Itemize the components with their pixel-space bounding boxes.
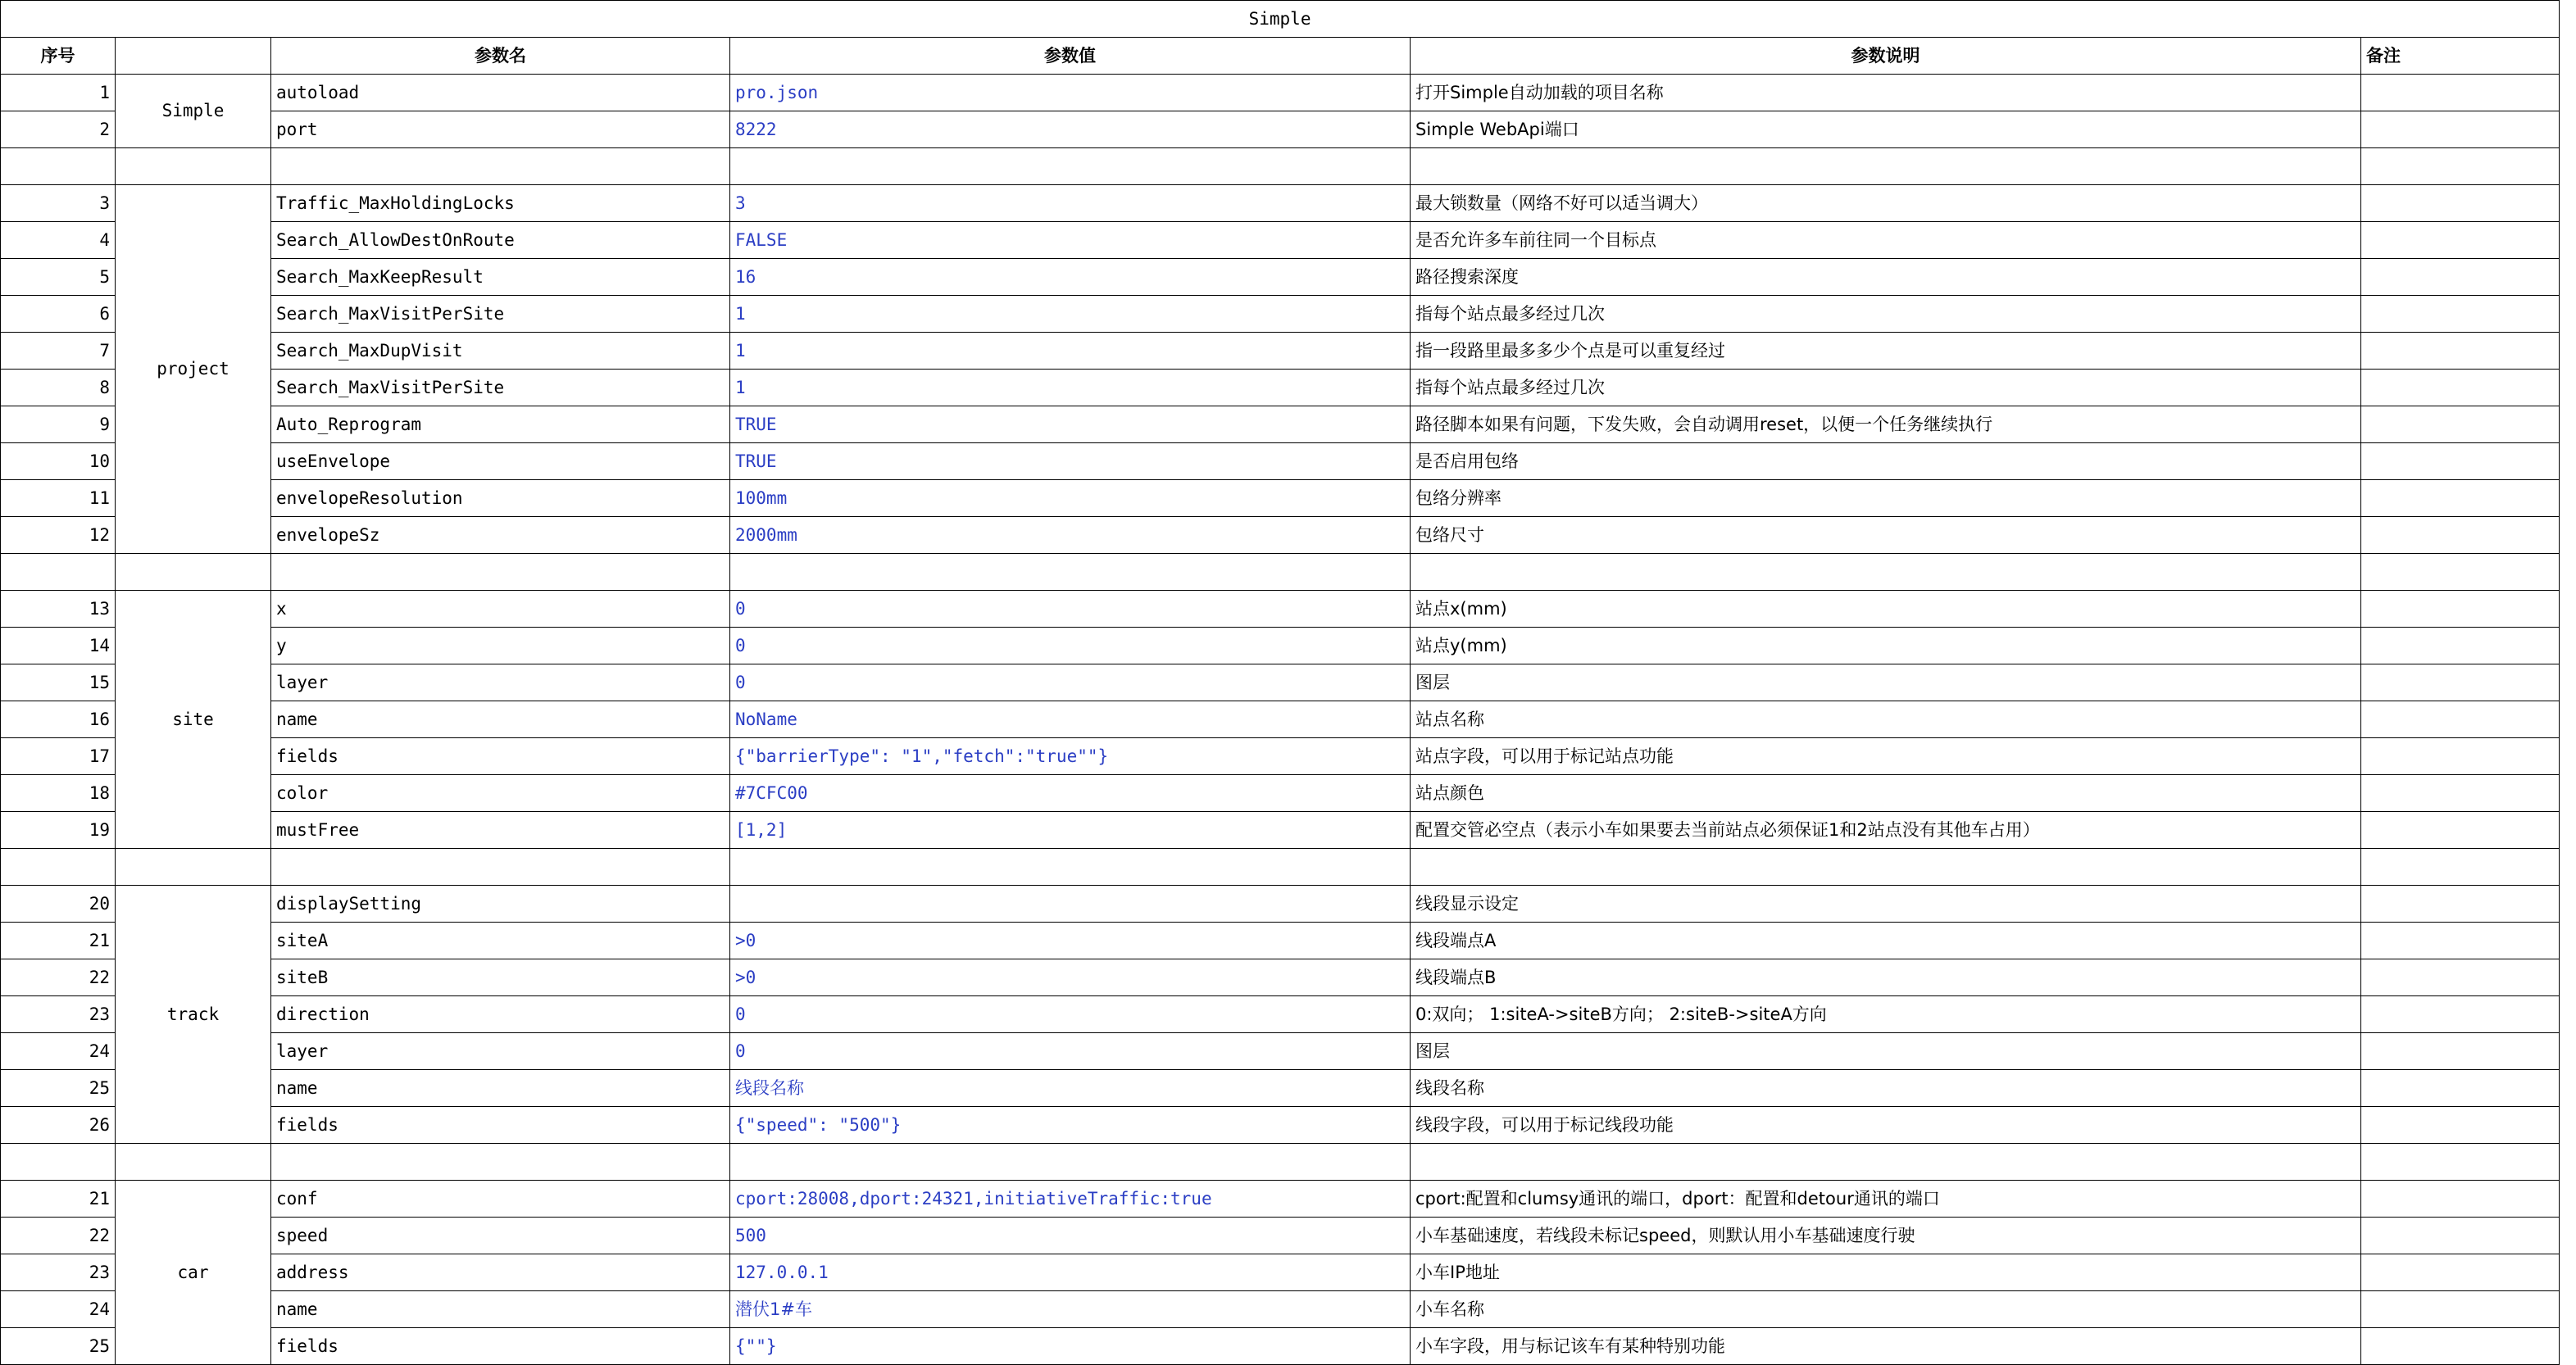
param-name: port bbox=[271, 111, 730, 148]
param-desc: 包络分辨率 bbox=[1411, 480, 2361, 517]
param-name: address bbox=[271, 1254, 730, 1291]
param-value: {""} bbox=[730, 1328, 1411, 1365]
param-value: 8222 bbox=[730, 111, 1411, 148]
param-desc: 小车基础速度，若线段未标记speed，则默认用小车基础速度行驶 bbox=[1411, 1218, 2361, 1254]
spacer-cell bbox=[2361, 849, 2560, 886]
table-row bbox=[1, 1218, 2560, 1254]
table-row bbox=[1, 75, 2560, 111]
param-desc: 小车IP地址 bbox=[1411, 1254, 2361, 1291]
spacer-cell bbox=[730, 1144, 1411, 1181]
param-desc: 小车字段，用与标记该车有某种特别功能 bbox=[1411, 1328, 2361, 1365]
param-name: envelopeSz bbox=[271, 517, 730, 554]
row-index: 7 bbox=[1, 333, 116, 370]
spacer-cell bbox=[1, 849, 116, 886]
table-row bbox=[1, 628, 2560, 664]
table-row bbox=[1, 1181, 2560, 1218]
param-name: name bbox=[271, 701, 730, 738]
row-index: 24 bbox=[1, 1291, 116, 1328]
row-index: 4 bbox=[1, 222, 116, 259]
row-index: 26 bbox=[1, 1107, 116, 1144]
param-value: 1 bbox=[730, 333, 1411, 370]
param-value: {"speed": "500"} bbox=[730, 1107, 1411, 1144]
param-value: 0 bbox=[730, 664, 1411, 701]
param-desc: 站点名称 bbox=[1411, 701, 2361, 738]
table-header-row bbox=[1, 38, 2560, 75]
param-value: 16 bbox=[730, 259, 1411, 296]
header-group bbox=[116, 38, 271, 75]
table-row bbox=[1, 370, 2560, 406]
param-value: FALSE bbox=[730, 222, 1411, 259]
spacer-cell bbox=[1411, 148, 2361, 185]
param-remark bbox=[2361, 775, 2560, 812]
param-name: autoload bbox=[271, 75, 730, 111]
row-index: 15 bbox=[1, 664, 116, 701]
param-name: envelopeResolution bbox=[271, 480, 730, 517]
spacer-cell bbox=[2361, 554, 2560, 591]
param-remark bbox=[2361, 996, 2560, 1033]
param-name: y bbox=[271, 628, 730, 664]
param-value: >0 bbox=[730, 959, 1411, 996]
param-name: speed bbox=[271, 1218, 730, 1254]
param-name: layer bbox=[271, 1033, 730, 1070]
param-remark bbox=[2361, 591, 2560, 628]
table-row bbox=[1, 959, 2560, 996]
param-desc: 路径搜索深度 bbox=[1411, 259, 2361, 296]
table-row bbox=[1, 886, 2560, 923]
param-value: [1,2] bbox=[730, 812, 1411, 849]
header-param-desc: 参数说明 bbox=[1411, 38, 2361, 75]
table-row bbox=[1, 664, 2560, 701]
param-desc: 线段显示设定 bbox=[1411, 886, 2361, 923]
param-value: #7CFC00 bbox=[730, 775, 1411, 812]
param-remark bbox=[2361, 517, 2560, 554]
param-desc: 线段字段，可以用于标记线段功能 bbox=[1411, 1107, 2361, 1144]
table-row bbox=[1, 1328, 2560, 1365]
param-name: siteA bbox=[271, 923, 730, 959]
param-desc: 包络尺寸 bbox=[1411, 517, 2361, 554]
group-label-track: track bbox=[116, 886, 271, 1144]
param-remark bbox=[2361, 333, 2560, 370]
group-label-site: site bbox=[116, 591, 271, 849]
param-remark bbox=[2361, 111, 2560, 148]
param-desc: 配置交管必空点（表示小车如果要去当前站点必须保证1和2站点没有其他车占用） bbox=[1411, 812, 2361, 849]
table-row bbox=[1, 701, 2560, 738]
spacer-row bbox=[1, 554, 2560, 591]
group-label-project: project bbox=[116, 185, 271, 554]
param-desc: 图层 bbox=[1411, 664, 2361, 701]
spacer-cell bbox=[1, 554, 116, 591]
param-remark bbox=[2361, 1033, 2560, 1070]
param-name: direction bbox=[271, 996, 730, 1033]
param-remark bbox=[2361, 959, 2560, 996]
row-index: 20 bbox=[1, 886, 116, 923]
param-desc: 站点y(mm) bbox=[1411, 628, 2361, 664]
param-desc: 站点字段，可以用于标记站点功能 bbox=[1411, 738, 2361, 775]
param-remark bbox=[2361, 259, 2560, 296]
row-index: 18 bbox=[1, 775, 116, 812]
param-value: 1 bbox=[730, 296, 1411, 333]
row-index: 14 bbox=[1, 628, 116, 664]
param-name: name bbox=[271, 1070, 730, 1107]
param-name: useEnvelope bbox=[271, 443, 730, 480]
param-desc: 线段端点B bbox=[1411, 959, 2361, 996]
param-name: Search_MaxDupVisit bbox=[271, 333, 730, 370]
param-remark bbox=[2361, 370, 2560, 406]
row-index: 16 bbox=[1, 701, 116, 738]
row-index: 22 bbox=[1, 959, 116, 996]
param-desc: 指每个站点最多经过几次 bbox=[1411, 296, 2361, 333]
param-remark bbox=[2361, 185, 2560, 222]
row-index: 25 bbox=[1, 1070, 116, 1107]
param-desc: 是否启用包络 bbox=[1411, 443, 2361, 480]
param-value: TRUE bbox=[730, 443, 1411, 480]
table-row bbox=[1, 591, 2560, 628]
spacer-cell bbox=[116, 148, 271, 185]
param-value: 127.0.0.1 bbox=[730, 1254, 1411, 1291]
row-index: 6 bbox=[1, 296, 116, 333]
row-index: 5 bbox=[1, 259, 116, 296]
param-desc: 打开Simple自动加载的项目名称 bbox=[1411, 75, 2361, 111]
param-desc: Simple WebApi端口 bbox=[1411, 111, 2361, 148]
spacer-cell bbox=[116, 554, 271, 591]
table-row bbox=[1, 222, 2560, 259]
row-index: 12 bbox=[1, 517, 116, 554]
row-index: 2 bbox=[1, 111, 116, 148]
param-remark bbox=[2361, 664, 2560, 701]
table-row bbox=[1, 1107, 2560, 1144]
param-value bbox=[730, 886, 1411, 923]
spacer-row bbox=[1, 1144, 2560, 1181]
param-desc: 图层 bbox=[1411, 1033, 2361, 1070]
param-value: 潜伏1#车 bbox=[730, 1291, 1411, 1328]
row-index: 13 bbox=[1, 591, 116, 628]
param-remark bbox=[2361, 75, 2560, 111]
spacer-cell bbox=[271, 849, 730, 886]
table-row bbox=[1, 775, 2560, 812]
row-index: 24 bbox=[1, 1033, 116, 1070]
param-name: Search_MaxVisitPerSite bbox=[271, 370, 730, 406]
spacer-cell bbox=[1, 148, 116, 185]
param-desc: 是否允许多车前往同一个目标点 bbox=[1411, 222, 2361, 259]
param-desc: 指每个站点最多经过几次 bbox=[1411, 370, 2361, 406]
param-desc: 路径脚本如果有问题，下发失败，会自动调用reset，以便一个任务继续执行 bbox=[1411, 406, 2361, 443]
param-name: name bbox=[271, 1291, 730, 1328]
param-value: 0 bbox=[730, 1033, 1411, 1070]
spacer-row bbox=[1, 849, 2560, 886]
param-name: Search_MaxKeepResult bbox=[271, 259, 730, 296]
param-remark bbox=[2361, 1070, 2560, 1107]
param-desc: 指一段路里最多多少个点是可以重复经过 bbox=[1411, 333, 2361, 370]
row-index: 22 bbox=[1, 1218, 116, 1254]
param-remark bbox=[2361, 1218, 2560, 1254]
spacer-cell bbox=[1411, 1144, 2361, 1181]
table-row bbox=[1, 996, 2560, 1033]
spacer-cell bbox=[1411, 554, 2361, 591]
table-row bbox=[1, 1070, 2560, 1107]
param-remark bbox=[2361, 443, 2560, 480]
param-name: color bbox=[271, 775, 730, 812]
spacer-cell bbox=[730, 849, 1411, 886]
spacer-cell bbox=[2361, 1144, 2560, 1181]
row-index: 1 bbox=[1, 75, 116, 111]
table-row bbox=[1, 406, 2560, 443]
param-desc: cport:配置和clumsy通讯的端口，dport：配置和detour通讯的端口 bbox=[1411, 1181, 2361, 1218]
row-index: 21 bbox=[1, 1181, 116, 1218]
param-name: conf bbox=[271, 1181, 730, 1218]
param-name: fields bbox=[271, 1328, 730, 1365]
param-remark bbox=[2361, 628, 2560, 664]
param-name: Search_MaxVisitPerSite bbox=[271, 296, 730, 333]
param-value: 100mm bbox=[730, 480, 1411, 517]
param-value: 0 bbox=[730, 996, 1411, 1033]
param-remark bbox=[2361, 1328, 2560, 1365]
row-index: 11 bbox=[1, 480, 116, 517]
param-value: >0 bbox=[730, 923, 1411, 959]
row-index: 8 bbox=[1, 370, 116, 406]
spacer-cell bbox=[271, 148, 730, 185]
param-value: 500 bbox=[730, 1218, 1411, 1254]
spacer-cell bbox=[730, 554, 1411, 591]
param-remark bbox=[2361, 812, 2560, 849]
row-index: 21 bbox=[1, 923, 116, 959]
param-value: 3 bbox=[730, 185, 1411, 222]
spacer-cell bbox=[116, 849, 271, 886]
param-value: 1 bbox=[730, 370, 1411, 406]
param-value: TRUE bbox=[730, 406, 1411, 443]
param-desc: 站点颜色 bbox=[1411, 775, 2361, 812]
header-index: 序号 bbox=[1, 38, 116, 75]
row-index: 19 bbox=[1, 812, 116, 849]
spacer-row bbox=[1, 148, 2560, 185]
param-remark bbox=[2361, 222, 2560, 259]
table-row bbox=[1, 111, 2560, 148]
param-remark bbox=[2361, 1181, 2560, 1218]
header-param-name: 参数名 bbox=[271, 38, 730, 75]
row-index: 3 bbox=[1, 185, 116, 222]
param-name: layer bbox=[271, 664, 730, 701]
header-param-value: 参数值 bbox=[730, 38, 1411, 75]
param-remark bbox=[2361, 1107, 2560, 1144]
param-desc: 最大锁数量（网络不好可以适当调大） bbox=[1411, 185, 2361, 222]
table-row bbox=[1, 1291, 2560, 1328]
spacer-cell bbox=[2361, 148, 2560, 185]
param-remark bbox=[2361, 923, 2560, 959]
param-desc: 线段名称 bbox=[1411, 1070, 2361, 1107]
spacer-cell bbox=[271, 554, 730, 591]
group-label-simple: Simple bbox=[116, 75, 271, 148]
table-row bbox=[1, 1033, 2560, 1070]
page-title: Simple bbox=[1, 1, 2560, 38]
param-remark bbox=[2361, 1254, 2560, 1291]
row-index: 23 bbox=[1, 1254, 116, 1291]
spacer-cell bbox=[116, 1144, 271, 1181]
param-name: x bbox=[271, 591, 730, 628]
param-value: 线段名称 bbox=[730, 1070, 1411, 1107]
param-remark bbox=[2361, 480, 2560, 517]
param-name: Auto_Reprogram bbox=[271, 406, 730, 443]
row-index: 25 bbox=[1, 1328, 116, 1365]
table-row bbox=[1, 443, 2560, 480]
table-row bbox=[1, 517, 2560, 554]
param-desc: 小车名称 bbox=[1411, 1291, 2361, 1328]
table-row bbox=[1, 480, 2560, 517]
param-desc: 线段端点A bbox=[1411, 923, 2361, 959]
param-value: pro.json bbox=[730, 75, 1411, 111]
param-name: displaySetting bbox=[271, 886, 730, 923]
param-value: 0 bbox=[730, 591, 1411, 628]
param-value: cport:28008,dport:24321,initiativeTraffic:true bbox=[730, 1181, 1411, 1218]
param-value: NoName bbox=[730, 701, 1411, 738]
param-remark bbox=[2361, 1291, 2560, 1328]
spacer-cell bbox=[1411, 849, 2361, 886]
table-row bbox=[1, 296, 2560, 333]
header-remark: 备注 bbox=[2361, 38, 2560, 75]
param-value: {"barrierType": "1","fetch":"true""} bbox=[730, 738, 1411, 775]
table-row bbox=[1, 259, 2560, 296]
param-name: siteB bbox=[271, 959, 730, 996]
param-name: Search_AllowDestOnRoute bbox=[271, 222, 730, 259]
param-remark bbox=[2361, 406, 2560, 443]
table-row bbox=[1, 738, 2560, 775]
table-row bbox=[1, 812, 2560, 849]
param-remark bbox=[2361, 886, 2560, 923]
spacer-cell bbox=[1, 1144, 116, 1181]
param-name: fields bbox=[271, 1107, 730, 1144]
spacer-cell bbox=[271, 1144, 730, 1181]
param-remark bbox=[2361, 701, 2560, 738]
row-index: 9 bbox=[1, 406, 116, 443]
row-index: 23 bbox=[1, 996, 116, 1033]
table-row bbox=[1, 333, 2560, 370]
param-desc: 0:双向； 1:siteA->siteB方向； 2:siteB->siteA方向 bbox=[1411, 996, 2361, 1033]
group-label-car: car bbox=[116, 1181, 271, 1365]
param-name: mustFree bbox=[271, 812, 730, 849]
document-title-row bbox=[1, 1, 2560, 38]
param-desc: 站点x(mm) bbox=[1411, 591, 2361, 628]
param-value: 2000mm bbox=[730, 517, 1411, 554]
param-value: 0 bbox=[730, 628, 1411, 664]
param-name: Traffic_MaxHoldingLocks bbox=[271, 185, 730, 222]
table-row bbox=[1, 1254, 2560, 1291]
table-row bbox=[1, 923, 2560, 959]
param-remark bbox=[2361, 296, 2560, 333]
row-index: 17 bbox=[1, 738, 116, 775]
param-remark bbox=[2361, 738, 2560, 775]
spacer-cell bbox=[730, 148, 1411, 185]
row-index: 10 bbox=[1, 443, 116, 480]
param-name: fields bbox=[271, 738, 730, 775]
table-row bbox=[1, 185, 2560, 222]
